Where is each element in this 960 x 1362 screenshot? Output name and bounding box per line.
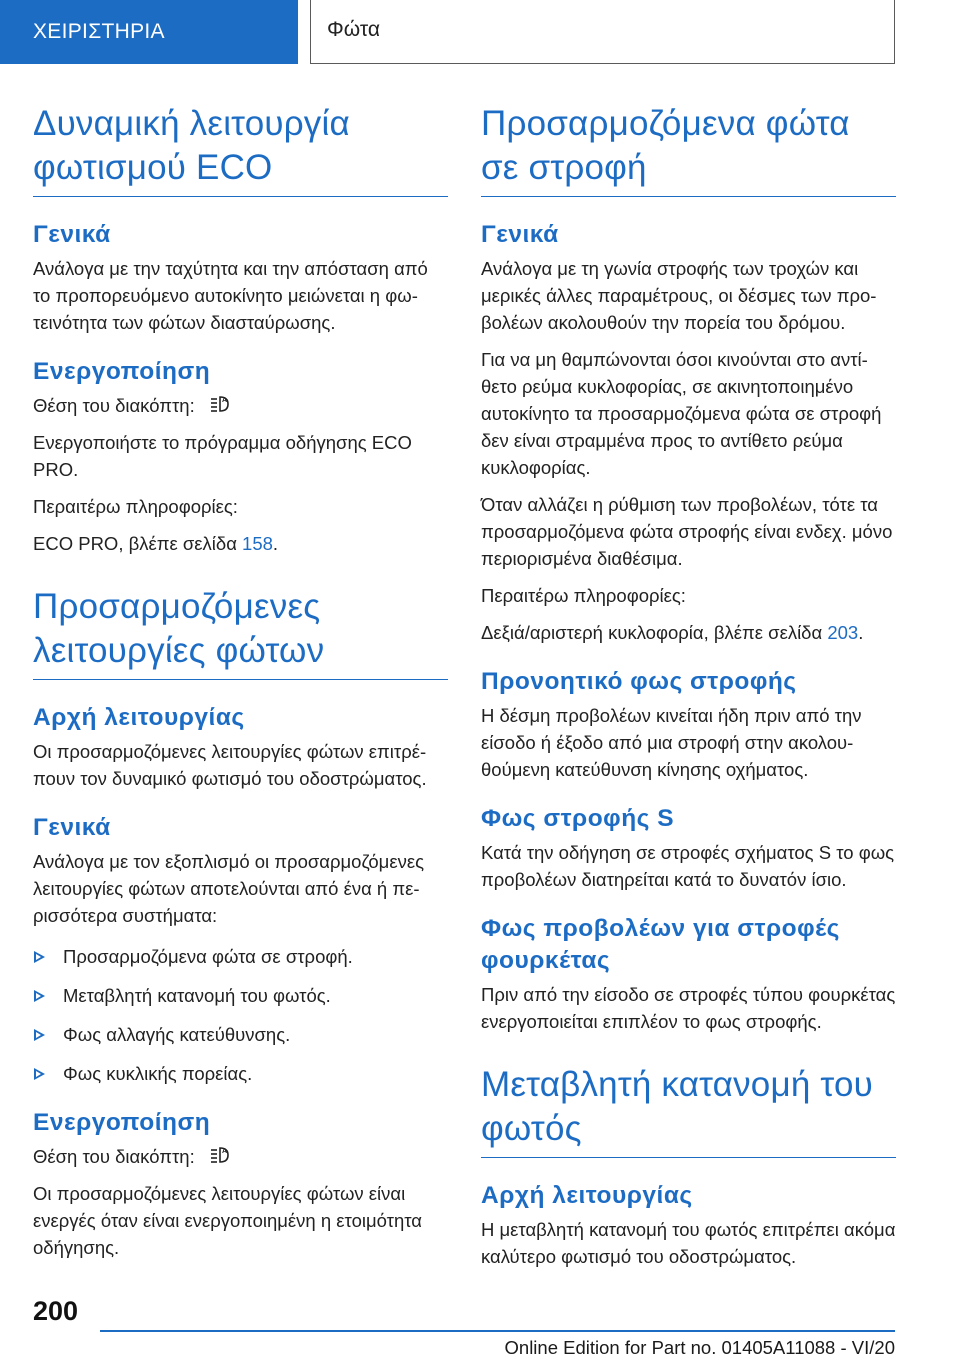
reference-end: . — [272, 533, 279, 554]
page-link-203[interactable]: 203 — [827, 622, 859, 643]
list-item: Φως αλλαγής κατεύθυνσης. — [33, 1021, 448, 1048]
paragraph-activate-eco: Ενεργοποιήστε το πρόγραμμα οδήγησης ECO PRO. — [33, 432, 412, 480]
cross-reference-traffic — [481, 619, 896, 646]
subheading-general: Γενικά — [33, 814, 111, 841]
page-header-title: Φώτα — [310, 0, 895, 64]
triangle-bullet-icon — [34, 951, 45, 963]
subheading-predictive-curve-light: Προνοητικό φως στροφής — [481, 668, 797, 695]
heading-eco-lighting: Δυναμική λειτουργία φωτισμού ECO — [33, 102, 448, 197]
more-info-label: Περαιτέρω πληροφορίες: — [481, 585, 686, 606]
list-item: Φως κυκλικής πορείας. — [33, 1060, 448, 1087]
footer-divider — [100, 1330, 895, 1332]
paragraph-eco-general: Ανάλογα με την ταχύτητα και την απόσταση από το προπορευόμενο αυτοκίνητο μειώνεται η φωτεινότητα των φώτων διασταύρωσης. — [33, 258, 428, 333]
subheading-principle: Αρχή λειτουργίας — [33, 704, 245, 731]
subheading-principle: Αρχή λειτουργίας — [481, 1182, 693, 1209]
subheading-general: Γενικά — [33, 221, 111, 248]
subheading-activation: Ενεργοποίηση — [33, 358, 211, 385]
subheading-general: Γενικά — [481, 221, 559, 248]
reference-text: ECO PRO, βλέπε σελίδα — [33, 533, 243, 554]
switch-position-label: Θέση του διακόπτη: — [33, 395, 195, 416]
paragraph-curve-limited: Όταν αλλάζει η ρύθμιση των προβολέων, τότε τα προσαρμοζόμενα φώτα στροφής είναι ενδεχ. μόνο περιορισμένα διαθέσιμα. — [481, 494, 893, 569]
subheading-hairpin-light: Φως προβολέων για στροφές φουρκέτας — [481, 915, 840, 974]
headlight-auto-icon — [208, 392, 234, 416]
heading-adaptive-light-functions: Προσαρμοζόμενες λειτουργίες φώτων — [33, 585, 448, 680]
right-column — [481, 102, 896, 1280]
subheading-activation: Ενεργοποίηση — [33, 1109, 211, 1136]
cross-reference-eco-pro — [33, 530, 448, 557]
subheading-s-curve-light: Φως στροφής S — [481, 805, 675, 832]
paragraph-predictive: Η δέσμη προβολέων κινείται ήδη πριν από την είσοδο ή έξοδο από μια στροφή στην ακολουθούμενη κατεύθυνση κίνησης οχήματος. — [481, 705, 862, 780]
switch-position-label: Θέση του διακόπτη: — [33, 1146, 195, 1167]
more-info-label: Περαιτέρω πληροφορίες: — [33, 496, 238, 517]
paragraph-curve-general: Ανάλογα με τη γωνία στροφής των τροχών και μερικές άλλες παραμέτρους, οι δέσμες των προβολέων ακολουθούν την πορεία του δρόμου. — [481, 258, 877, 333]
paragraph-hairpin: Πριν από την είσοδο σε στροφές τύπου φουρκέτας ενεργοποιείται επιπλέον το φως στροφής. — [481, 984, 896, 1032]
paragraph-s-curve: Κατά την οδήγηση σε στροφές σχήματος S το φως προβολέων διατηρείται κατά το δυνατόν ίσιο. — [481, 842, 895, 890]
paragraph-systems-general: Ανάλογα με τον εξοπλισμό οι προσαρμοζόμενες λειτουργίες φώτων αποτελούνται από ένα ή περισσότερα συστήματα: — [33, 851, 424, 926]
footer-edition-text: Online Edition for Part no. 01405A11088 - VI/20 — [504, 1337, 895, 1358]
switch-position-row — [33, 1143, 448, 1170]
page-link-158[interactable]: 158 — [242, 533, 273, 554]
triangle-bullet-icon — [34, 990, 45, 1002]
paragraph-curve-glare: Για να μη θαμπώνονται όσοι κινούνται στο αντίθετο ρεύμα κυκλοφορίας, σε ακινητοποιημένο αυτοκίνητο τα προσαρμοζόμενα φώτα σε στροφή δεν είναι στραμμένα προς το αντίθετο ρεύμα κυκλοφορίας. — [481, 349, 882, 478]
paragraph-variable-principle: Η μεταβλητή κατανομή του φωτός επιτρέπει ακόμα καλύτερο φωτισμό του οδοστρώματος. — [481, 1219, 896, 1267]
triangle-bullet-icon — [34, 1029, 45, 1041]
triangle-bullet-icon — [34, 1068, 45, 1080]
left-column — [33, 102, 448, 1271]
paragraph-principle: Οι προσαρμοζόμενες λειτουργίες φώτων επιτρέπουν τον δυναμικό φωτισμό του οδοστρώματος. — [33, 741, 427, 789]
paragraph-activation-state: Οι προσαρμοζόμενες λειτουργίες φώτων είναι ενεργές όταν είναι ενεργοποιημένη η ετοιμότητα οδήγησης. — [33, 1183, 422, 1258]
systems-list — [33, 943, 448, 1087]
svg-text:A: A — [221, 1148, 227, 1155]
list-item: Μεταβλητή κατανομή του φωτός. — [33, 982, 448, 1009]
heading-variable-light-distribution: Μεταβλητή κατανομή του φωτός — [481, 1063, 896, 1158]
section-tab: ΧΕΙΡΙΣΤΗΡΙΑ — [0, 0, 298, 64]
page-number: 200 — [33, 1296, 79, 1326]
switch-position-row — [33, 392, 448, 419]
headlight-auto-icon — [208, 1143, 234, 1167]
svg-text:A: A — [221, 397, 227, 404]
reference-end: . — [858, 622, 864, 643]
list-item: Προσαρμοζόμενα φώτα σε στροφή. — [33, 943, 448, 970]
heading-adaptive-curve-lights: Προσαρμοζόμενα φώτα σε στροφή — [481, 102, 896, 197]
reference-text: Δεξιά/αριστερή κυκλοφορία, βλέπε σελίδα — [481, 622, 828, 643]
